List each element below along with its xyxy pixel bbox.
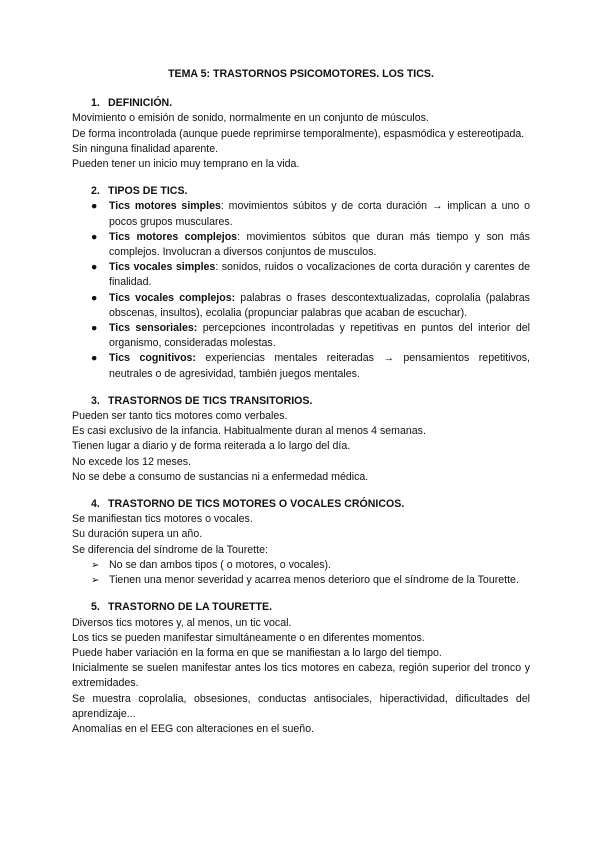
section-tourette — [72, 600, 530, 737]
list-item — [72, 291, 530, 321]
section-heading — [91, 96, 530, 111]
paragraph: Inicialmente se suelen manifestar antes los tics motores en cabeza, región superior del tronco y extremidades. — [72, 662, 530, 690]
section-heading — [91, 497, 530, 512]
list-item-text: No se dan ambos tipos ( o motores, o vocales). — [109, 558, 331, 571]
paragraph: Movimiento o emisión de sonido, normalmente en un conjunto de músculos. — [72, 112, 429, 125]
section-number: 2. — [91, 185, 100, 198]
section-number: 3. — [91, 394, 100, 407]
list-item — [72, 230, 530, 260]
section-tics-cronicos — [72, 497, 530, 588]
arrow-list — [72, 558, 530, 588]
term: Tics motores complejos — [109, 230, 238, 243]
bullet-icon: ● — [91, 230, 98, 243]
paragraph: Sin ninguna finalidad aparente. — [72, 142, 219, 155]
paragraph: Pueden tener un inicio muy temprano en la vida. — [72, 158, 300, 171]
list-item — [72, 351, 530, 381]
list-item — [72, 321, 530, 351]
term-description: experiencias mentales reiteradas → pensamientos repetitivos, neutrales o de agresividad, también juegos mentales. — [109, 352, 531, 380]
list-item-text: Tienen una menor severidad y acarrea menos deterioro que el síndrome de la Tourette. — [109, 574, 519, 587]
section-trastornos-tics-transitorios — [72, 394, 530, 485]
arrow-bullet-icon: ➢ — [91, 559, 100, 571]
section-number: 1. — [91, 97, 100, 110]
paragraph: Puede haber variación en la forma en que se manifiestan a lo largo del tiempo. — [72, 646, 442, 659]
section-heading — [91, 184, 530, 199]
list-item — [72, 199, 530, 229]
bullet-icon: ● — [91, 200, 98, 213]
term-description: : movimientos súbitos que duran más tiempo y son más complejos. Involucran a diversos conjuntos de musculos. — [109, 230, 530, 259]
term: Tics vocales simples — [109, 261, 216, 274]
paragraph: De forma incontrolada (aunque puede reprimirse temporalmente), espasmódica y estereotipada. — [72, 127, 525, 140]
paragraph: No se debe a consumo de sustancias ni a enfermedad médica. — [72, 470, 369, 483]
term-description: : movimientos súbitos y de corta duración → implican a uno o pocos grupos musculares. — [109, 200, 530, 228]
section-title: TRASTORNOS DE TICS TRANSITORIOS. — [108, 394, 313, 407]
section-heading — [91, 394, 530, 409]
bullet-icon: ● — [91, 291, 98, 304]
term-description: percepciones incontroladas y repetitivas en puntos del interior del organismo, consideradas molestas. — [109, 322, 531, 350]
paragraph: Anomalías en el EEG con alteraciones en el sueño. — [72, 722, 315, 735]
section-title: DEFINICIÓN. — [108, 97, 173, 110]
bullet-icon: ● — [91, 352, 98, 365]
term: Tics motores simples — [109, 200, 221, 213]
term-description: : sonidos, ruidos o vocalizaciones de corta duración y carentes de finalidad. — [109, 261, 530, 289]
bullet-icon: ● — [91, 261, 98, 274]
term-description: palabras o frases descontextualizadas, coprolalia (palabras obscenas, insultos), ecolalia (propunciar palabras que acaban de escuchar). — [109, 291, 530, 319]
paragraph: Pueden ser tanto tics motores como verbales. — [72, 410, 288, 423]
section-title: TRASTORNO DE TICS MOTORES O VOCALES CRÓNICOS. — [108, 498, 405, 511]
paragraph: Tienen lugar a diario y de forma reiterada a lo largo del día. — [72, 440, 351, 453]
bullet-list — [72, 199, 530, 381]
section-definicion — [72, 96, 530, 172]
term: Tics vocales complejos: — [109, 291, 236, 304]
paragraph: Se manifiestan tics motores o vocales. — [72, 513, 253, 526]
term: Tics cognitivos: — [109, 352, 196, 365]
section-number: 5. — [91, 601, 100, 614]
list-item — [72, 573, 530, 588]
paragraph: No excede los 12 meses. — [72, 455, 191, 468]
section-title: TIPOS DE TICS. — [108, 185, 188, 198]
paragraph: Se muestra coprolalia, obsesiones, conductas antisociales, hiperactividad, dificultades del aprendizaje... — [72, 692, 530, 720]
arrow-bullet-icon: ➢ — [91, 575, 100, 587]
list-item — [72, 260, 530, 290]
document-title: TEMA 5: TRASTORNOS PSICOMOTORES. LOS TICS. — [168, 68, 434, 80]
list-item — [72, 558, 530, 573]
paragraph: Los tics se pueden manifestar simultáneamente o en diferentes momentos. — [72, 631, 425, 644]
section-title: TRASTORNO DE LA TOURETTE. — [108, 601, 273, 614]
paragraph: Su duración supera un año. — [72, 528, 203, 541]
section-tipos-de-tics — [72, 184, 530, 382]
term: Tics sensoriales: — [109, 322, 198, 335]
bullet-icon: ● — [91, 322, 98, 335]
paragraph: Es casi exclusivo de la infancia. Habitualmente duran al menos 4 semanas. — [72, 425, 426, 438]
section-number: 4. — [91, 498, 100, 511]
section-heading — [91, 600, 530, 615]
paragraph: Diversos tics motores y, al menos, un tic vocal. — [72, 616, 292, 629]
paragraph: Se diferencia del síndrome de la Tourette: — [72, 543, 268, 556]
